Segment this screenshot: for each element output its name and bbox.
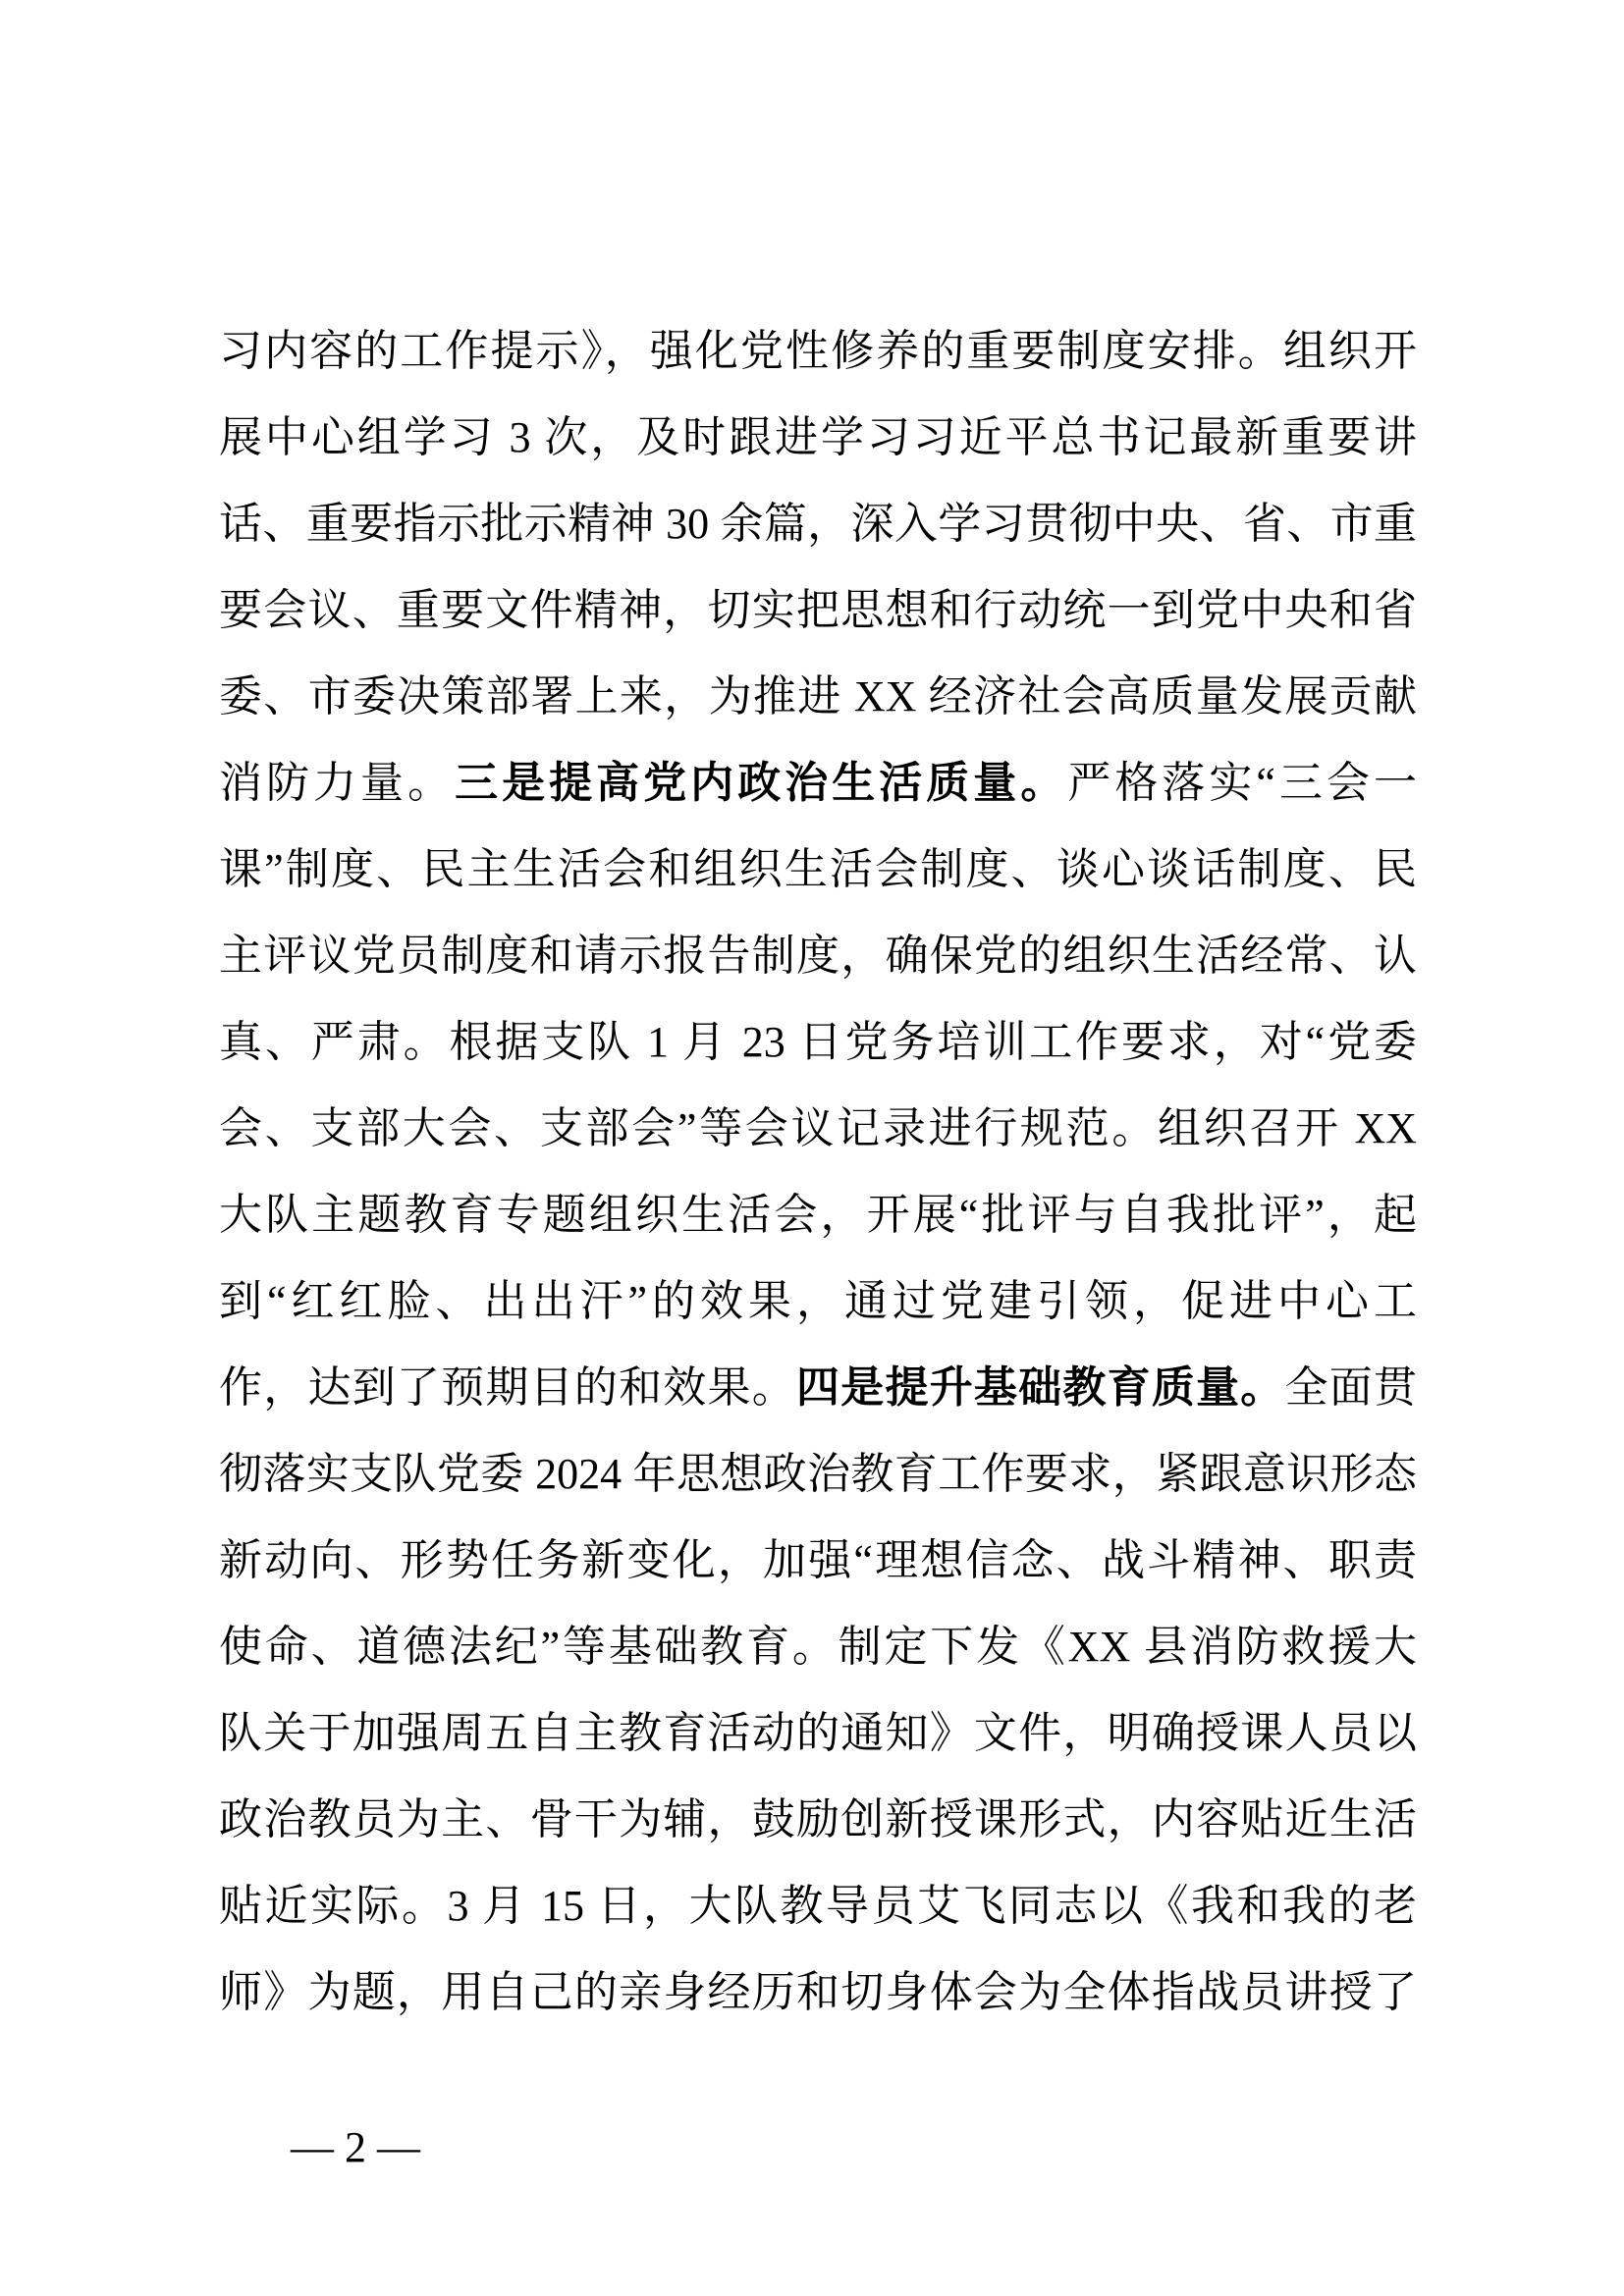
text-segment: 队关于加强周五自主教育活动的通知》文件，明确授课人员以 — [219, 1709, 1417, 1757]
text-segment: 到“红红脸、出出汗”的效果，通过党建引领，促进中心工 — [219, 1277, 1417, 1325]
text-line — [219, 1690, 1417, 1777]
text-line — [219, 1258, 1417, 1345]
text-line — [219, 1431, 1417, 1518]
text-segment: 展中心组学习 3 次，及时跟进学习习近平总书记最新重要讲 — [219, 413, 1417, 461]
text-line — [219, 1863, 1417, 1949]
text-segment: 师》为题，用自己的亲身经历和切身体会为全体指战员讲授了 — [219, 1968, 1417, 2016]
text-segment: 新动向、形势任务新变化，加强“理想信念、战斗精神、职责 — [219, 1536, 1417, 1584]
text-line — [219, 913, 1417, 999]
text-segment: 委、市委决策部署上来，为推进 XX 经济社会高质量发展贡献 — [219, 672, 1417, 721]
text-line — [219, 1518, 1417, 1604]
text-line — [219, 1086, 1417, 1172]
text-segment: 话、重要指示批示精神 30 余篇，深入学习贯彻中央、省、市重 — [219, 500, 1417, 548]
text-segment: 消防力量。 — [219, 759, 456, 807]
bold-text-segment: 四是提升基础教育质量。 — [796, 1363, 1285, 1412]
text-line — [219, 827, 1417, 913]
text-segment: 政治教员为主、骨干为辅，鼓励创新授课形式，内容贴近生活 — [219, 1795, 1417, 1843]
text-segment: 课”制度、民主生活会和组织生活会制度、谈心谈话制度、民 — [219, 845, 1417, 893]
text-line — [219, 481, 1417, 567]
text-segment: 严格落实“三会一 — [1067, 759, 1418, 807]
text-segment: 大队主题教育专题组织生活会，开展“批评与自我批评”，起 — [219, 1191, 1417, 1239]
text-segment: 彻落实支队党委 2024 年思想政治教育工作要求，紧跟意识形态 — [219, 1450, 1417, 1498]
text-segment: 使命、道德法纪”等基础教育。制定下发《XX 县消防救援大 — [219, 1623, 1417, 1671]
text-segment: 主评议党员制度和请示报告制度，确保党的组织生活经常、认 — [219, 932, 1417, 980]
text-segment: 习内容的工作提示》，强化党性修养的重要制度安排。组织开 — [219, 327, 1417, 375]
text-line — [219, 1345, 1417, 1431]
text-segment: 要会议、重要文件精神，切实把思想和行动统一到党中央和省 — [219, 586, 1417, 634]
text-segment: 贴近实际。3 月 15 日，大队教导员艾飞同志以《我和我的老 — [219, 1882, 1417, 1930]
text-line — [219, 1604, 1417, 1690]
text-line — [219, 395, 1417, 481]
text-line — [219, 740, 1417, 827]
text-line — [219, 567, 1417, 654]
text-line — [219, 654, 1417, 740]
text-segment: 作，达到了预期目的和效果。 — [219, 1363, 796, 1412]
text-line — [219, 1949, 1417, 2036]
bold-text-segment: 三是提高党内政治生活质量。 — [455, 759, 1068, 807]
document-body — [219, 308, 1417, 2036]
text-line — [219, 1172, 1417, 1258]
text-segment: 全面贯 — [1284, 1363, 1418, 1412]
page-number: — 2 — — [291, 2123, 420, 2171]
text-line — [219, 999, 1417, 1086]
page-footer — [247, 2083, 420, 2213]
text-line — [219, 1777, 1417, 1863]
text-line — [219, 308, 1417, 395]
text-segment: 真、严肃。根据支队 1 月 23 日党务培训工作要求，对“党委 — [219, 1018, 1417, 1066]
text-segment: 会、支部大会、支部会”等会议记录进行规范。组织召开 XX — [219, 1104, 1417, 1152]
